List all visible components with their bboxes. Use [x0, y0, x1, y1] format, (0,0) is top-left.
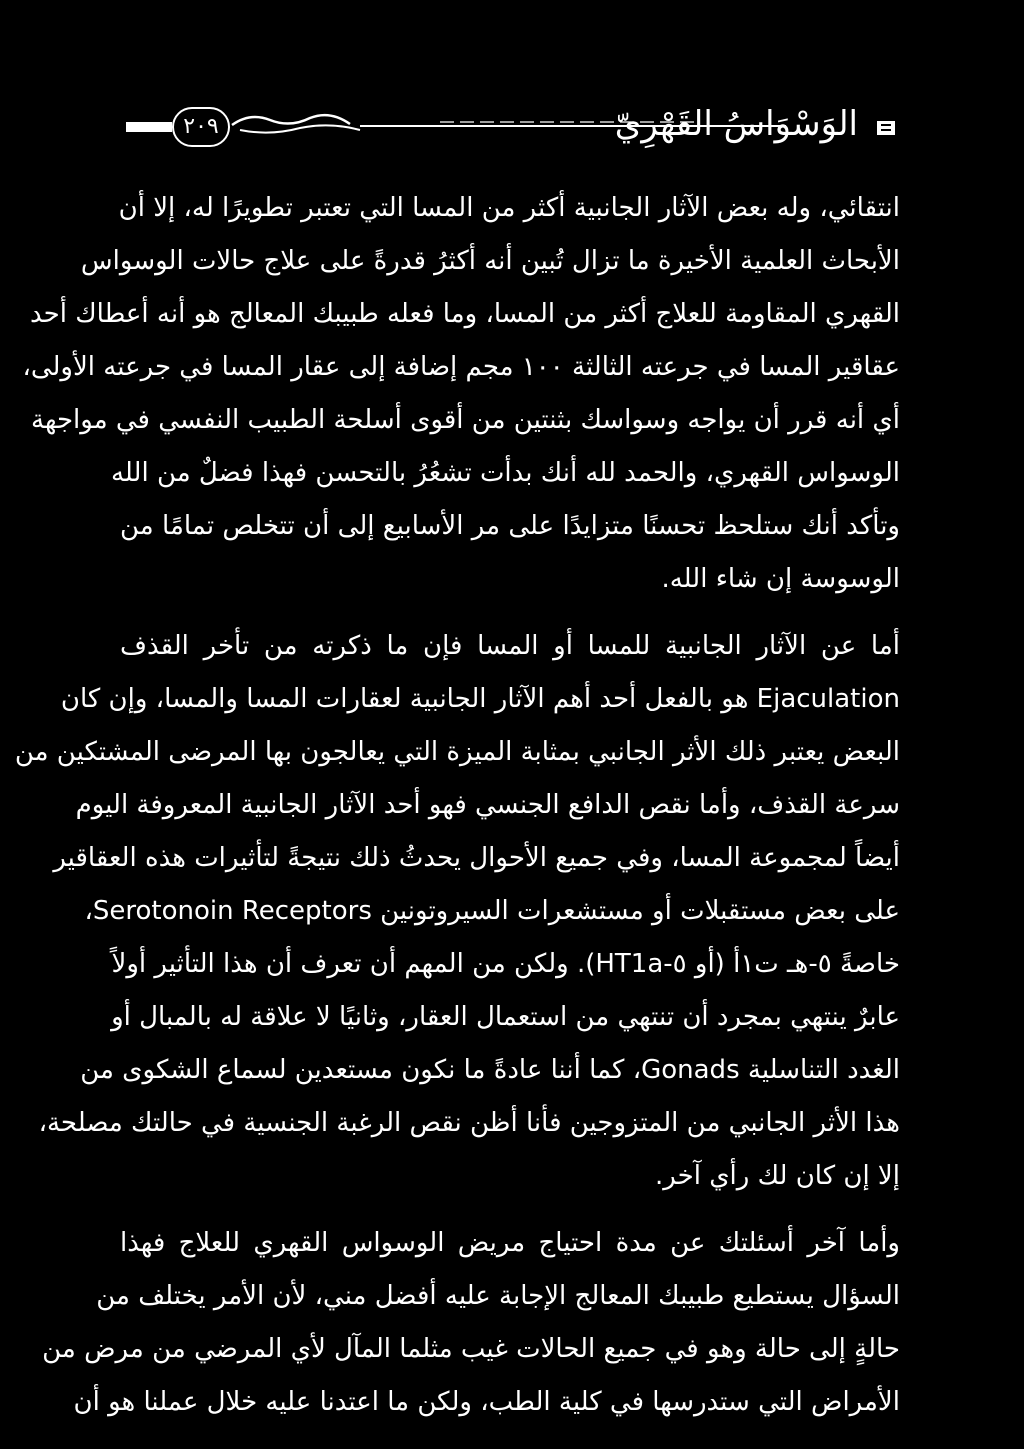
- page-header-title: الوَسْوَاسُ القَهْرِيّ: [614, 104, 858, 144]
- text-line: الأبحاث العلمية الأخيرة ما تزال تُبين أنه أكثرُ قدرةً على علاج حالات الوسواس: [80, 246, 900, 276]
- text-line: السؤال يستطيع طبيبك المعالج الإجابة عليه أفضل مني، لأن الأمر يختلف من: [96, 1281, 900, 1311]
- page-header: [120, 98, 900, 158]
- page-number: ٢٠٩: [172, 107, 230, 147]
- text-line: عابرٌ ينتهي بمجرد أن تنتهي من استعمال العقار، وثانيًا لا علاقة له بالمبال أو: [111, 1002, 900, 1032]
- text-line: البعض يعتبر ذلك الأثر الجانبي بمثابة الميزة التي يعالجون بها المرضى المشتكين من: [14, 737, 900, 767]
- text-line: على بعض مستقبلات أو مستشعرات السيروتونين Serotonoin Receptors،: [84, 896, 900, 926]
- paragraph-1: [22, 182, 900, 606]
- paragraph-2: [14, 620, 900, 1203]
- text-line: Ejaculation هو بالفعل أحد أهم الآثار الجانبية لعقارات المسا والمسا، وإن كان: [60, 684, 900, 714]
- text-line: وتأكد أنك ستلحظ تحسنًا متزايدًا على مر الأسابيع إلى أن تتخلص تمامًا من: [120, 511, 900, 541]
- text-line: القهري المقاومة للعلاج أكثر من المسا، وما فعله طبيبك المعالج هو أنه أعطاك أحد: [30, 299, 900, 329]
- text-line: الوسوسة إن شاء الله.: [661, 564, 900, 594]
- text-line: حالةٍ إلى حالة وهو في جميع الحالات غيب مثلما المآل لأي المرضي من مرض من: [42, 1334, 900, 1364]
- text-line: سرعة القذف، وأما نقص الدافع الجنسي فهو أحد الآثار الجانبية المعروفة اليوم: [75, 790, 900, 820]
- body-text: [14, 182, 900, 1429]
- header-bar-decoration: [126, 122, 172, 132]
- text-line: هذا الأثر الجانبي من المتزوجين فأنا أظن نقص الرغبة الجنسية في حالتك مصلحة،: [38, 1108, 900, 1138]
- text-line: أما عن الآثار الجانبية للمسا أو المسا فإن ما ذكرته من تأخر القذف: [120, 631, 900, 661]
- text-line: خاصةً ٥-هـ ت١أ (أو ٥-HT1a). ولكن من المهم أن تعرف أن هذا التأثير أولاً: [111, 949, 900, 979]
- text-line: عقاقير المسا في جرعته الثالثة ١٠٠ مجم إضافة إلى عقار المسا في جرعته الأولى،: [22, 352, 900, 382]
- text-line: وأما آخر أسئلتك عن مدة احتياج مريض الوسواس القهري للعلاج فهذا: [120, 1228, 900, 1258]
- text-line: انتقائي، وله بعض الآثار الجانبية أكثر من المسا التي تعتبر تطويرًا له، إلا أن: [118, 193, 900, 223]
- paragraph-3: [42, 1217, 900, 1429]
- text-line: الأمراض التي ستدرسها في كلية الطب، ولكن ما اعتدنا عليه خلال عملنا هو أن: [73, 1387, 900, 1417]
- text-line: الوسواس القهري، والحمد لله أنك بدأت تشعُرُ بالتحسن فهذا فضلٌ من الله: [110, 458, 900, 488]
- text-line: أي أنه قرر أن يواجه وسواسك بثنتين من أقوى أسلحة الطبيب النفسي في مواجهة: [31, 405, 900, 435]
- text-line: أيضاً لمجموعة المسا، وفي جميع الأحوال يحدثُ ذلك نتيجةً لتأثيرات هذه العقاقير: [53, 843, 900, 873]
- header-square-mark-icon: [876, 120, 896, 136]
- text-line: الغدد التناسلية Gonads، كما أننا عادةً ما نكون مستعدين لسماع الشكوى من: [80, 1055, 900, 1085]
- text-line: إلا إن كان لك رأي آخر.: [655, 1161, 900, 1191]
